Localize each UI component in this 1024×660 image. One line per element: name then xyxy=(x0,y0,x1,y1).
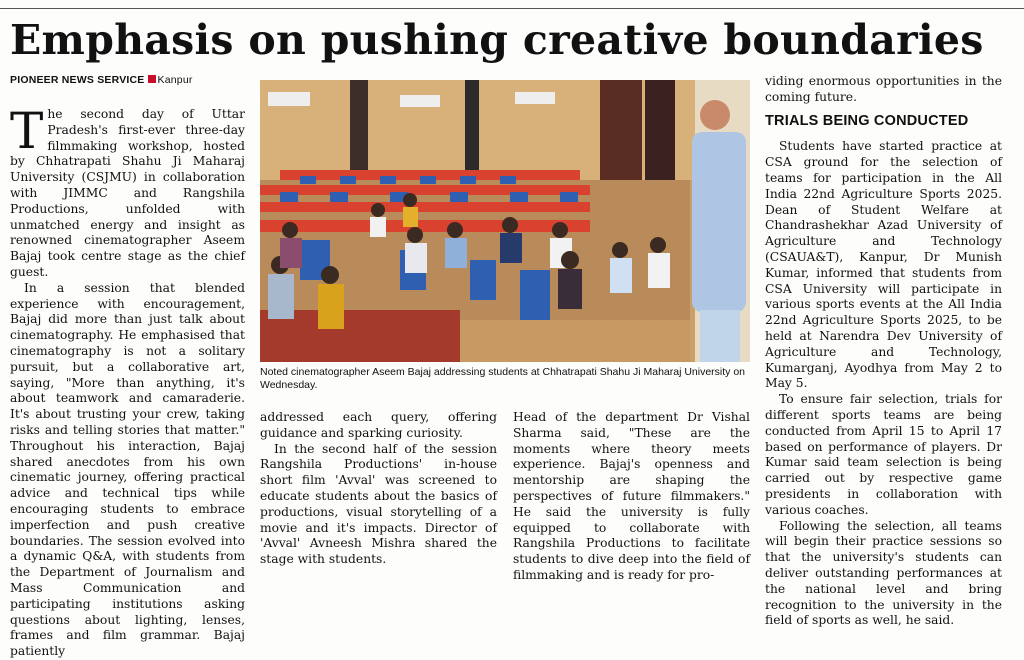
byline xyxy=(10,74,193,86)
photo-caption: Noted cinematographer Aseem Bajaj addressing students at Chhatrapati Shahu Ji Maharaj University on Wednesday. xyxy=(260,366,746,391)
col4-paragraph-3: To ensure fair selection, trials for different sports teams are being conducted from April 15 to April 17 based on performance of players. Dr Kumar said team selection is being carried out by respective game presidents in collaboration with various coaches. xyxy=(765,392,1002,517)
col1-paragraph-1-text: he second day of Uttar Pradesh's first-ever three-day filmmaking workshop, hosted by Chhatrapati Shahu Ji Maharaj University (CSJMU) in collaboration with JIMMC and Rangshila Productions, unfolded with unmatched energy and insight as renowned cinematographer Aseem Bajaj took centre stage as the chief guest. xyxy=(10,107,245,279)
byline-agency: PIONEER NEWS SERVICE xyxy=(10,74,145,86)
column-2 xyxy=(260,410,497,568)
drop-cap: T xyxy=(10,102,44,160)
col2-paragraph-2: In the second half of the session Rangshila Productions' in-house short film 'Avval' was screened to educate students about the basics of productions, visual storytelling of a movie and it's impacts. Director of 'Avval' Avneesh Mishra shared the stage with students. xyxy=(260,441,497,567)
byline-square-icon xyxy=(148,75,156,83)
byline-location: Kanpur xyxy=(157,74,193,86)
headline: Emphasis on pushing creative boundaries xyxy=(10,16,984,64)
col4-paragraph-4: Following the selection, all teams will begin their practice sessions so that the university's students can deliver outstanding performances at the national level and bring recognition to the university in the field of sports as well, he said. xyxy=(765,518,1002,628)
col2-paragraph-1: addressed each query, offering guidance and sparking curiosity. xyxy=(260,410,497,440)
column-4 xyxy=(765,74,1002,629)
col1-paragraph-2: In a session that blended experience with encouragement, Bajaj did more than just talk about cinematography. He emphasised that cinematography is not a solitary pursuit, but a collaborative art, saying, "More than anything, it's about teamwork and camaraderie. It's about trusting your crew, taking risks and telling stories that matter." Throughout his interaction, Bajaj shared anecdotes from his own cinematic journey, offering practical advice and technical tips while encouraging students to embrace imperfection and push creative boundaries. The session evolved into a dynamic Q&A, with students from the Department of Journalism and Mass Communication and participating institutions asking questions about lighting, lenses, frames and film grammar. Bajaj patiently xyxy=(10,280,245,659)
column-1 xyxy=(10,102,245,660)
classroom-photo-svg xyxy=(260,80,750,362)
col4-paragraph-1: viding enormous opportunities in the coming future. xyxy=(765,74,1002,104)
section-subhead: TRIALS BEING CONDUCTED xyxy=(765,112,969,129)
col3-paragraph-1: Head of the department Dr Vishal Sharma said, "These are the moments where theory meets experience. Bajaj's openness and mentorship are shaping the perspectives of future filmmakers." He said the university is fully equipped to collaborate with Rangshila Productions to facilitate students to dive deep into the field of filmmaking and is ready for pro- xyxy=(513,410,750,582)
classroom-photo xyxy=(260,80,750,362)
col4-paragraph-2: Students have started practice at CSA ground for the selection of teams for participation in the All India 22nd Agriculture Sports 2025. Dean of Student Welfare at Chandrashekhar Azad University of Agriculture and Technology (CSAUA&T), Kanpur, Dr Munish Kumar, informed that students from CSA University will participate in various sports events at the All India 22nd Agriculture Sports 2025, to be held at Narendra Dev University of Agriculture and Technology, Kumarganj, Ayodhya from May 2 to May 5. xyxy=(765,139,1002,391)
col1-paragraph-1 xyxy=(10,102,245,281)
top-rule xyxy=(0,8,1024,9)
column-3 xyxy=(513,410,750,584)
